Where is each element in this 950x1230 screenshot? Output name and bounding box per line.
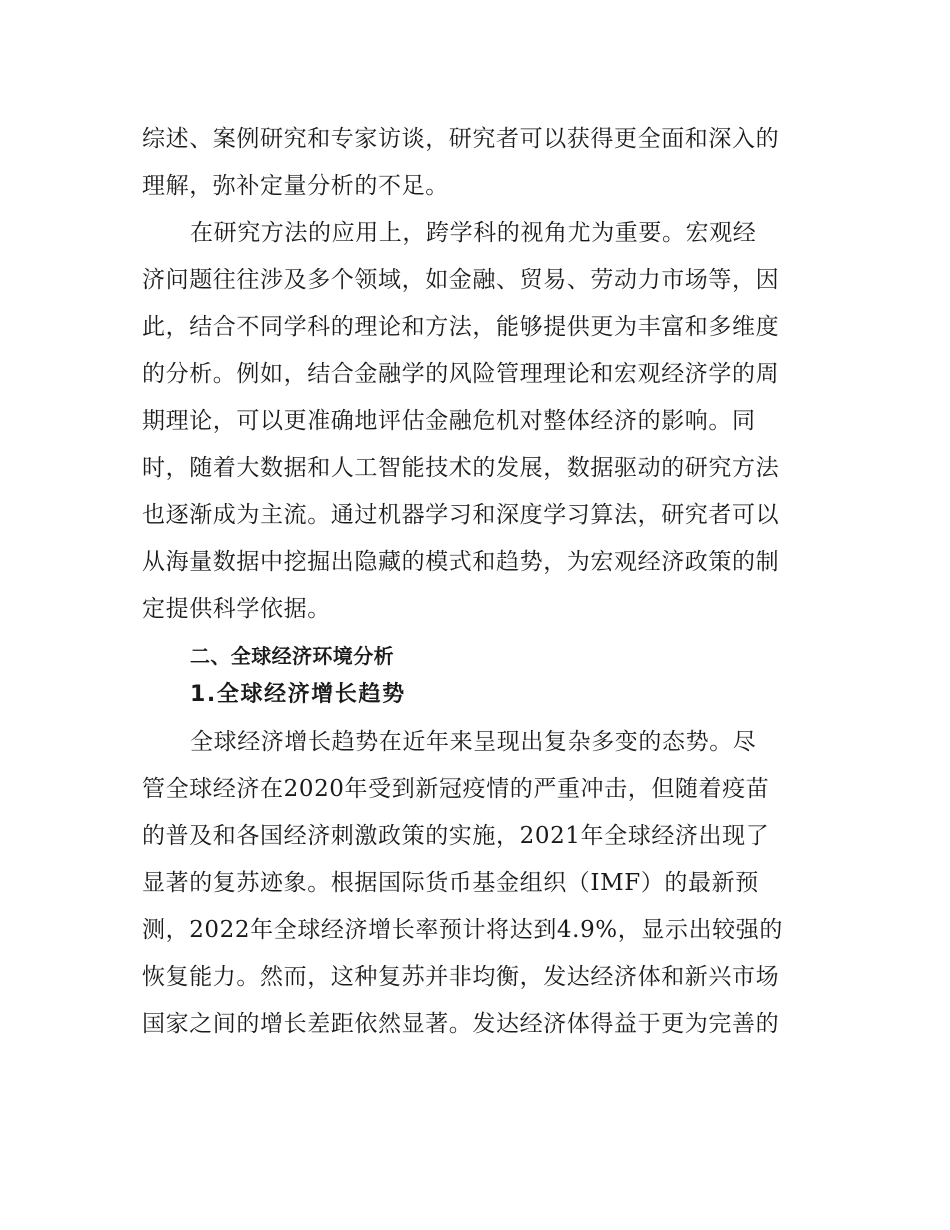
paragraph-1-line-1: 综述、案例研究和专家访谈，研究者可以获得更全面和深入的 [142,126,780,152]
paragraph-2-line-7: 也逐渐成为主流。通过机器学习和深度学习算法，研究者可以 [142,502,780,528]
paragraph-2-line-1: 在研究方法的应用上，跨学科的视角尤为重要。宏观经 [190,220,757,246]
paragraph-3-line-5: 测，2022年全球经济增长率预计将达到4.9%，显示出较强的 [142,917,783,943]
paragraph-3-line-6: 恢复能力。然而，这种复苏并非均衡，发达经济体和新兴市场 [142,964,780,990]
paragraph-3-line-4: 显著的复苏迹象。根据国际货币基金组织（IMF）的最新预 [142,870,759,896]
paragraph-2-line-2: 济问题往往涉及多个领域，如金融、贸易、劳动力市场等，因 [142,267,780,293]
paragraph-2-line-3: 此，结合不同学科的理论和方法，能够提供更为丰富和多维度 [142,314,780,340]
paragraph-3-line-1: 全球经济增长趋势在近年来呈现出复杂多变的态势。尽 [190,729,757,755]
paragraph-2-line-4: 的分析。例如，结合金融学的风险管理理论和宏观经济学的周 [142,361,780,387]
paragraph-3-line-7: 国家之间的增长差距依然显著。发达经济体得益于更为完善的 [142,1011,780,1037]
paragraph-3-line-3: 的普及和各国经济刺激政策的实施，2021年全球经济出现了 [142,823,770,849]
paragraph-2-line-5: 期理论，可以更准确地评估金融危机对整体经济的影响。同 [142,408,756,434]
subsection-heading: 1.全球经济增长趋势 [190,682,406,707]
paragraph-2-line-9: 定提供科学依据。 [142,596,331,622]
section-heading: 二、全球经济环境分析 [190,644,394,668]
paragraph-2-line-6: 时，随着大数据和人工智能技术的发展，数据驱动的研究方法 [142,455,780,481]
paragraph-3-line-2: 管全球经济在2020年受到新冠疫情的严重冲击，但随着疫苗 [142,776,770,802]
paragraph-1-line-2: 理解，弥补定量分析的不足。 [142,173,449,199]
paragraph-2-line-8: 从海量数据中挖掘出隐藏的模式和趋势，为宏观经济政策的制 [142,549,780,575]
